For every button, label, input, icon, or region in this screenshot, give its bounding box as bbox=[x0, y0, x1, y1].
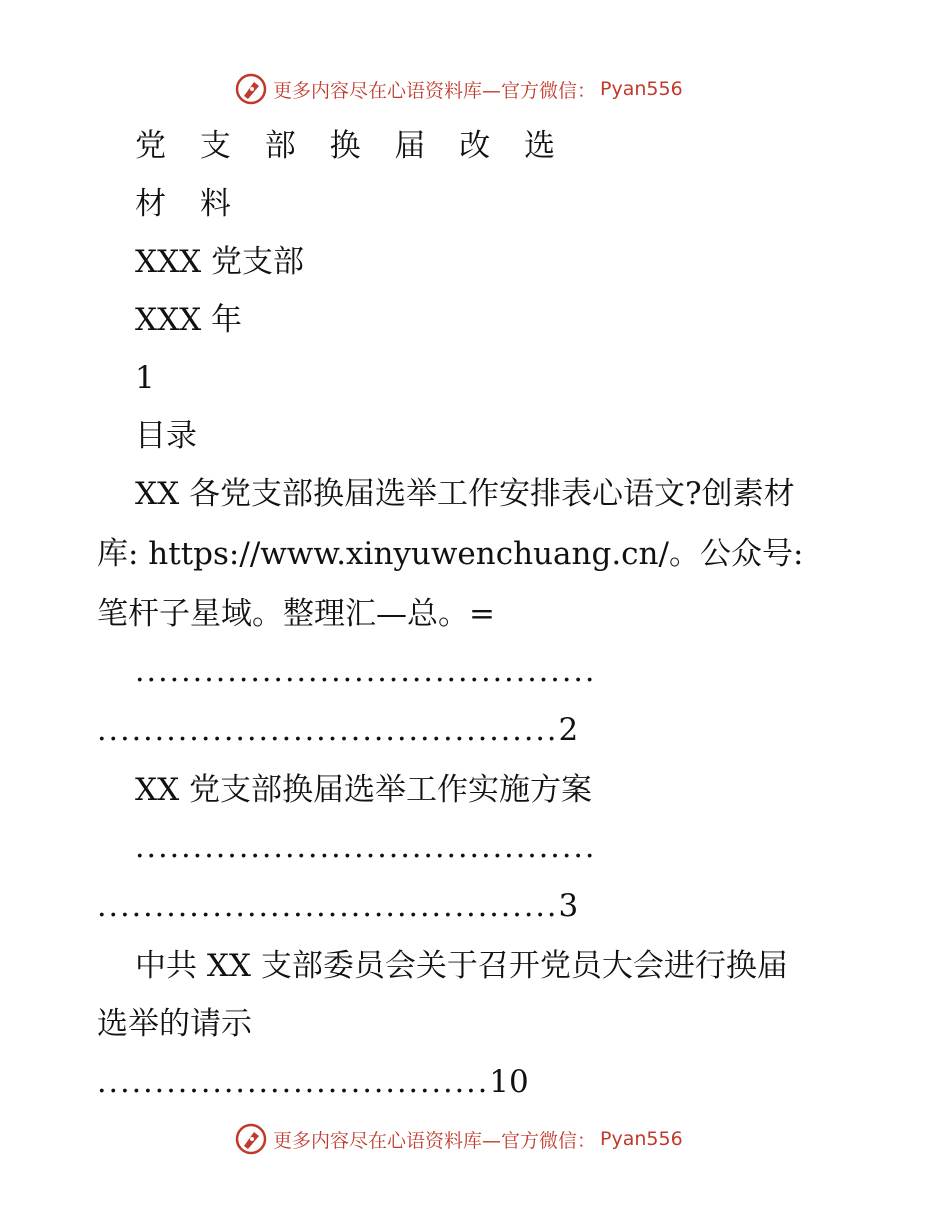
toc-entry-3-page: 10 bbox=[489, 1064, 529, 1100]
toc-entry-1-leader-dots-1: ........................................ bbox=[135, 654, 597, 689]
watermark-wechat-id: Pyan556 bbox=[600, 1128, 683, 1150]
footer-watermark bbox=[235, 1122, 683, 1156]
cover-org: XXX 党支部 bbox=[135, 244, 305, 280]
toc-entry-2-leader-dots-1: ........................................ bbox=[135, 830, 597, 865]
watermark-text: 更多内容尽在心语资料库—官方微信： bbox=[273, 1129, 597, 1152]
pen-nib-logo-icon bbox=[235, 73, 267, 105]
toc-entry-1-leader-row bbox=[97, 710, 578, 751]
toc-entry-1-line-2: 库: https://www.xinyuwenchuang.cn/。公众号: bbox=[97, 536, 804, 572]
pen-nib-logo-icon bbox=[235, 1123, 267, 1155]
toc-entry-3-line-2: 选举的请示 bbox=[97, 1006, 252, 1042]
watermark-wechat-id: Pyan556 bbox=[600, 78, 683, 100]
toc-entry-1-line-1: XX 各党支部换届选举工作安排表心语文?创素材 bbox=[135, 476, 795, 512]
toc-entry-3-line-1: 中共 XX 支部委员会关于召开党员大会进行换届 bbox=[135, 948, 788, 984]
toc-entry-3-leader-dots: .................................. bbox=[97, 1065, 490, 1100]
header-watermark bbox=[235, 72, 683, 106]
cover-title: 党 支 部 换 届 改 选 bbox=[135, 128, 568, 164]
page-number: 1 bbox=[135, 360, 155, 396]
toc-entry-1-line-3: 笔杆子星域。整理汇—总。= bbox=[97, 596, 495, 632]
toc-heading: 目录 bbox=[135, 418, 197, 454]
toc-entry-1-leader-dots-2: ........................................ bbox=[97, 713, 559, 748]
cover-year: XXX 年 bbox=[135, 302, 243, 338]
cover-title-cont: 材 料 bbox=[135, 186, 243, 222]
toc-entry-3-leader-row bbox=[97, 1062, 529, 1103]
toc-entry-1-page: 2 bbox=[558, 712, 579, 748]
toc-entry-2-page: 3 bbox=[558, 888, 579, 924]
toc-entry-2-leader-dots-2: ........................................ bbox=[97, 889, 559, 924]
watermark-text: 更多内容尽在心语资料库—官方微信： bbox=[273, 79, 597, 102]
toc-entry-2-line-1: XX 党支部换届选举工作实施方案 bbox=[135, 772, 592, 808]
toc-entry-2-leader-row bbox=[97, 886, 578, 927]
